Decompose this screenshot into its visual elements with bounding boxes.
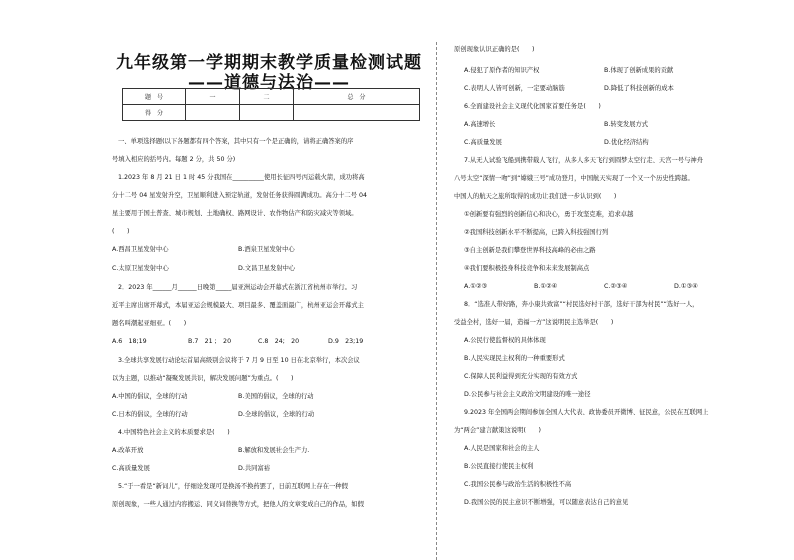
score-table (122, 88, 420, 121)
option: A.西昌卫星发射中心 (112, 246, 169, 253)
option: B.体现了创新成果的贡献 (604, 67, 674, 74)
option: C.日本的倡议，全球的行动 (112, 411, 188, 418)
question-9: 9.2023 年全国两会期间参加全国人大代表、政协委员开微博、征民意，公民在互联网上 (464, 409, 709, 416)
option: C.保障人民利益得到充分实现的有效方式 (464, 373, 578, 380)
question-2: 2．2023 年______月______日晚第_____届亚洲运动会开幕式在浙江省杭州市举行。习 (118, 284, 358, 291)
option: D.9 23;19 (328, 338, 364, 345)
option: A.中国的倡议，全球的行动 (112, 393, 188, 400)
question-7-line: 八号太空“深情一吻”到“嫦娥三号”成功登月，中国航天实现了一个又一个历史性跨越。 (454, 175, 694, 182)
option: A.侵犯了原作者的知识产权 (464, 67, 540, 74)
score-table-value-row (123, 105, 420, 121)
question-5: 5.“于一看是“新词儿”，仔细诠发现可是换汤不换药罢了，日前互联网上存在一种假 (118, 483, 348, 490)
option: B.美国的倡议，全球的行动 (238, 393, 314, 400)
right-column (454, 0, 754, 560)
question-5-stem-end: 原创现象认识正确的是( ) (454, 46, 535, 53)
option: D.优化经济结构 (604, 139, 649, 146)
section-instructions: 一、单项选择题(以下各题都有四个答案，其中只有一个是正确的，请将正确答案的序 (118, 138, 354, 145)
score-cell: 一 (186, 89, 240, 105)
option: B.①②④ (534, 283, 558, 290)
score-cell (186, 105, 240, 121)
score-table-header-row (123, 89, 420, 105)
question-9-line: 为“两会”建言献策这说明( ) (454, 427, 542, 434)
option: C.②③④ (604, 283, 628, 290)
option: C.高质量发展 (112, 465, 150, 472)
exam-subtitle: ——道德与法治—— (188, 73, 350, 93)
question-8: 8．“选准人带好路，奔小康共致富”“村民选好村干部，选好干部为村民”“选好一人， (464, 301, 699, 308)
question-1-blank: ( ) (112, 228, 130, 235)
statement: ②我国科技创新水平不断提高，已跨入科技强国行列 (464, 229, 609, 236)
option: C.太原卫星发射中心 (112, 265, 169, 272)
question-1-line: 分十二号 04 星发射升空，卫星顺利进入预定轨道，发射任务获得圆满成功。高分十二号 04 (112, 192, 368, 199)
option: B.7 21 ; 20 (188, 338, 232, 345)
question-2-line: 题名叫潮起亚细亚。( ) (112, 320, 187, 327)
question-2-line: 近平主席出席开幕式，本届亚运会规模最大、项目最多、覆盖面最广，杭州亚运会开幕式主 (112, 302, 364, 309)
statement: ①创新要有强烈的创新信心和决心，勇于攻坚克难，追求卓越 (464, 211, 634, 218)
score-cell (294, 105, 420, 121)
option: D.我国公民的民主意识不断增强，可以随意表达自己的意见 (464, 499, 629, 506)
option: A.高速增长 (464, 121, 496, 128)
statement: ④我们要积极投身科技竞争和未来发展制高点 (464, 265, 590, 272)
option: B.解放和发展社会生产力. (238, 447, 310, 454)
option: C.表明人人皆可创新，一定要动脑筋 (464, 85, 565, 92)
statement: ③自主创新是我们攀登世界科技高峰的必由之路 (464, 247, 596, 254)
question-7: 7.从无人试验飞船到携带载人飞行，从多人多天飞行到圆梦太空行走、天宫一号与神舟 (464, 157, 703, 164)
option: A.人民是国家和社会的主人 (464, 445, 540, 452)
option: C.我国公民参与政治生活的积极性不高 (464, 481, 572, 488)
question-3: 3.全球共享发展行动论坛首届高级别会议将于 7 月 9 日至 10 日在北京举行，本次会议 (118, 357, 360, 364)
question-4: 4.中国特色社会主义的本质要求是( ) (118, 429, 230, 436)
option: C.8 24; 20 (258, 338, 300, 345)
option: D.文昌卫星发射中心 (238, 265, 296, 272)
question-5-line: 原创现象，一些人通过内容搬运、同义词替换等方式，把他人的文章变成自己的作品，如假 (112, 501, 364, 508)
section-instructions-cont: 号填入相应的括号内。每题 2 分，共 50 分) (112, 156, 236, 163)
option: B.转变发展方式 (604, 121, 649, 128)
option: A.公民行使监督权的具体体现 (464, 337, 546, 344)
score-cell: 得 分 (123, 105, 186, 121)
score-cell: 题 号 (123, 89, 186, 105)
option: B.酒泉卫星发射中心 (238, 246, 295, 253)
score-cell: 总 分 (294, 89, 420, 105)
question-1-line: 星主要用于国土普查、城市规划、土地确权、路网设计、农作物估产和防灾减灾等领域。 (112, 210, 358, 217)
question-1: 1.2023 年 8 月 21 日 1 时 45 分我国在__________使用长征四号丙运载火箭，成功将高 (118, 174, 365, 181)
option: D.共同富裕 (238, 465, 271, 472)
exam-title: 九年级第一学期期末教学质量检测试题 (116, 53, 422, 73)
option: D.降低了科技创新的成本 (604, 85, 674, 92)
column-divider (436, 42, 437, 560)
option: C.高质量发展 (464, 139, 502, 146)
question-8-line: 受益全村，选好一届，造福一方”这说明民主选举是( ) (454, 319, 614, 326)
option: D.①③④ (674, 283, 698, 290)
question-6: 6.全面建设社会主义现代化国家首要任务是( ) (464, 103, 601, 110)
option: A.6 18;19 (112, 338, 147, 345)
option: A.改革开放 (112, 447, 144, 454)
option: B.人民实现民主权利的一种重要形式 (464, 355, 565, 362)
option: D.公民参与社会主义政治文明建设的唯一途径 (464, 391, 591, 398)
left-column (112, 0, 426, 560)
option: A.①②③ (464, 283, 488, 290)
question-7-line: 中国人的航天之旅所取得的成功让我们进一步认识到( ) (454, 193, 617, 200)
question-3-line: 以为主题，以推动“凝聚发展共识，解决发展问题”为重点。( ) (112, 375, 294, 382)
option: B.公民直接行使民主权利 (464, 463, 534, 470)
score-cell: 二 (240, 89, 294, 105)
option: D.全球的倡议，全球的行动 (238, 411, 315, 418)
score-cell (240, 105, 294, 121)
